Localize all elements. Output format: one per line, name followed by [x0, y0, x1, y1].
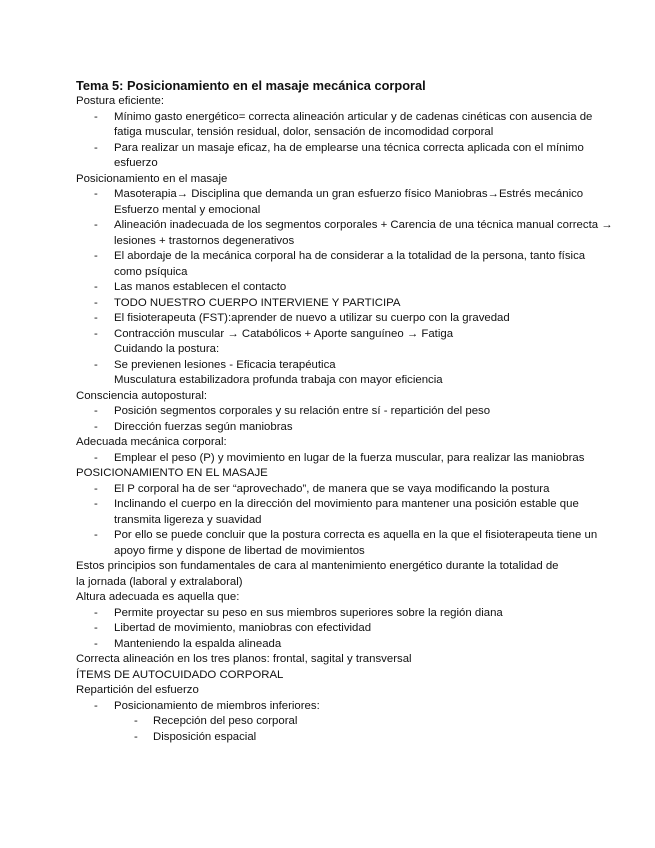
sub-list-item	[76, 730, 596, 746]
list-item-text: Contracción muscular → Catabólicos + Aporte sanguíneo → Fatiga	[114, 327, 454, 340]
section-heading-posicionamiento: Posicionamiento en el masaje	[76, 172, 228, 185]
dash-bullet: -	[94, 188, 98, 200]
list-item-text: Masoterapia→ Disciplina que demanda un gran esfuerzo físico Maniobras→Estrés mecánico Esfuerzo mental y emocional	[114, 188, 584, 216]
list-item	[76, 404, 614, 420]
dash-bullet: -	[94, 622, 98, 634]
paragraph-alineacion: Correcta alineación en los tres planos: frontal, sagital y transversal	[76, 653, 412, 665]
dash-bullet: -	[94, 327, 98, 340]
sub-list-item-text: Recepción del peso corporal	[153, 715, 298, 727]
page-title: Tema 5: Posicionamiento en el masaje mecánica corporal	[76, 78, 426, 93]
list-item	[76, 451, 614, 467]
list-item	[76, 311, 614, 327]
list-item	[76, 218, 614, 249]
dash-bullet: -	[94, 312, 98, 324]
dash-bullet: -	[94, 498, 98, 510]
dash-bullet: -	[94, 606, 98, 619]
section-heading-items: ÍTEMS DE AUTOCUIDADO CORPORAL	[76, 668, 284, 681]
dash-bullet: -	[94, 358, 98, 371]
section-heading-consciencia: Consciencia autopostural:	[76, 389, 208, 402]
list-item	[76, 606, 614, 622]
paragraph-principios-line1: Estos principios son fundamentales de cara al mantenimiento energético durante la totalidad de	[76, 560, 559, 572]
list-item	[76, 482, 614, 498]
section-heading-reparticion: Repartición del esfuerzo	[76, 684, 199, 696]
dash-bullet: -	[134, 730, 138, 743]
list-item	[76, 528, 614, 559]
list-item-text: Alineación inadecuada de los segmentos corporales + Carencia de una técnica manual correcta → lesiones + trastornos degenerativos	[114, 219, 613, 247]
list-item-text: TODO NUESTRO CUERPO INTERVIENE Y PARTICIPA	[114, 296, 401, 309]
list-item-text: Permite proyectar su peso en sus miembros superiores sobre la región diana	[114, 606, 503, 619]
list-item-text: El abordaje de la mecánica corporal ha de considerar a la totalidad de la persona, tanto física como psíquica	[114, 250, 586, 278]
dash-bullet: -	[94, 141, 98, 154]
list-item-text: Dirección fuerzas según maniobras	[114, 420, 293, 433]
list-item-text: Se previenen lesiones - Eficacia terapéutica	[114, 358, 336, 371]
list-item	[76, 621, 614, 637]
list-item-text: Emplear el peso (P) y movimiento en lugar de la fuerza muscular, para realizar las maniobras	[114, 451, 585, 464]
sub-list-item	[76, 714, 596, 730]
list-item	[76, 358, 614, 374]
dash-bullet: -	[94, 281, 98, 293]
list-item	[76, 249, 614, 280]
dash-bullet: -	[94, 420, 98, 433]
list-item	[76, 110, 614, 141]
dash-bullet: -	[94, 637, 98, 650]
list-item-text: Posicionamiento de miembros inferiores:	[114, 699, 320, 712]
list-item-text: Posición segmentos corporales y su relación entre sí - repartición del peso	[114, 405, 491, 417]
list-item-text: Manteniendo la espalda alineada	[114, 637, 282, 650]
dash-bullet: -	[94, 219, 98, 231]
dash-bullet: -	[134, 715, 138, 727]
list-item	[76, 327, 614, 343]
dash-bullet: -	[94, 529, 98, 541]
list-item-text: Inclinando el cuerpo en la dirección del movimiento para mantener una posición estable que transmita ligereza y suavidad	[114, 498, 579, 526]
list-item	[76, 280, 614, 296]
list-item	[76, 187, 614, 218]
section-heading-masaje: POSICIONAMIENTO EN EL MASAJE	[76, 467, 268, 479]
dash-bullet: -	[94, 110, 98, 123]
list-item	[76, 699, 614, 715]
list-item-text: Para realizar un masaje eficaz, ha de emplearse una técnica correcta aplicada con el mínimo esfuerzo	[114, 141, 584, 169]
dash-bullet: -	[94, 250, 98, 262]
list-item-text: Libertad de movimiento, maniobras con efectividad	[114, 622, 372, 634]
section-heading-postura: Postura eficiente:	[76, 95, 165, 107]
list-item-text: El fisioterapeuta (FST):aprender de nuevo a utilizar su cuerpo con la gravedad	[114, 312, 510, 324]
list-continuation: Musculatura estabilizadora profunda trabaja con mayor eficiencia	[114, 374, 443, 386]
list-item	[76, 296, 614, 312]
paragraph-principios-line2: la jornada (laboral y extralaboral)	[76, 575, 243, 588]
dash-bullet: -	[94, 451, 98, 464]
section-heading-altura: Altura adecuada es aquella que:	[76, 591, 240, 603]
list-item	[76, 420, 614, 436]
dash-bullet: -	[94, 405, 98, 417]
list-item-text: El P corporal ha de ser “aprovechado”, de manera que se vaya modificando la postura	[114, 482, 550, 495]
dash-bullet: -	[94, 296, 98, 309]
dash-bullet: -	[94, 482, 98, 495]
list-item-text: Mínimo gasto energético= correcta alineación articular y de cadenas cinéticas con ausencia de fatiga muscular, tensión residual, dolor, sensación de incomodidad corporal	[114, 110, 593, 138]
list-item-text: Por ello se puede concluir que la postura correcta es aquella en la que el fisioterapeuta tiene un apoyo firme y dispone de libertad de movimientos	[114, 529, 598, 557]
list-item-text: Las manos establecen el contacto	[114, 281, 287, 293]
list-continuation: Cuidando la postura:	[114, 343, 220, 355]
dash-bullet: -	[94, 699, 98, 712]
sub-list-item-text: Disposición espacial	[153, 730, 257, 743]
list-item	[76, 141, 614, 172]
document-body	[76, 77, 613, 745]
list-item	[76, 637, 614, 653]
section-heading-adecuada: Adecuada mecánica corporal:	[76, 436, 227, 448]
list-item	[76, 497, 614, 528]
